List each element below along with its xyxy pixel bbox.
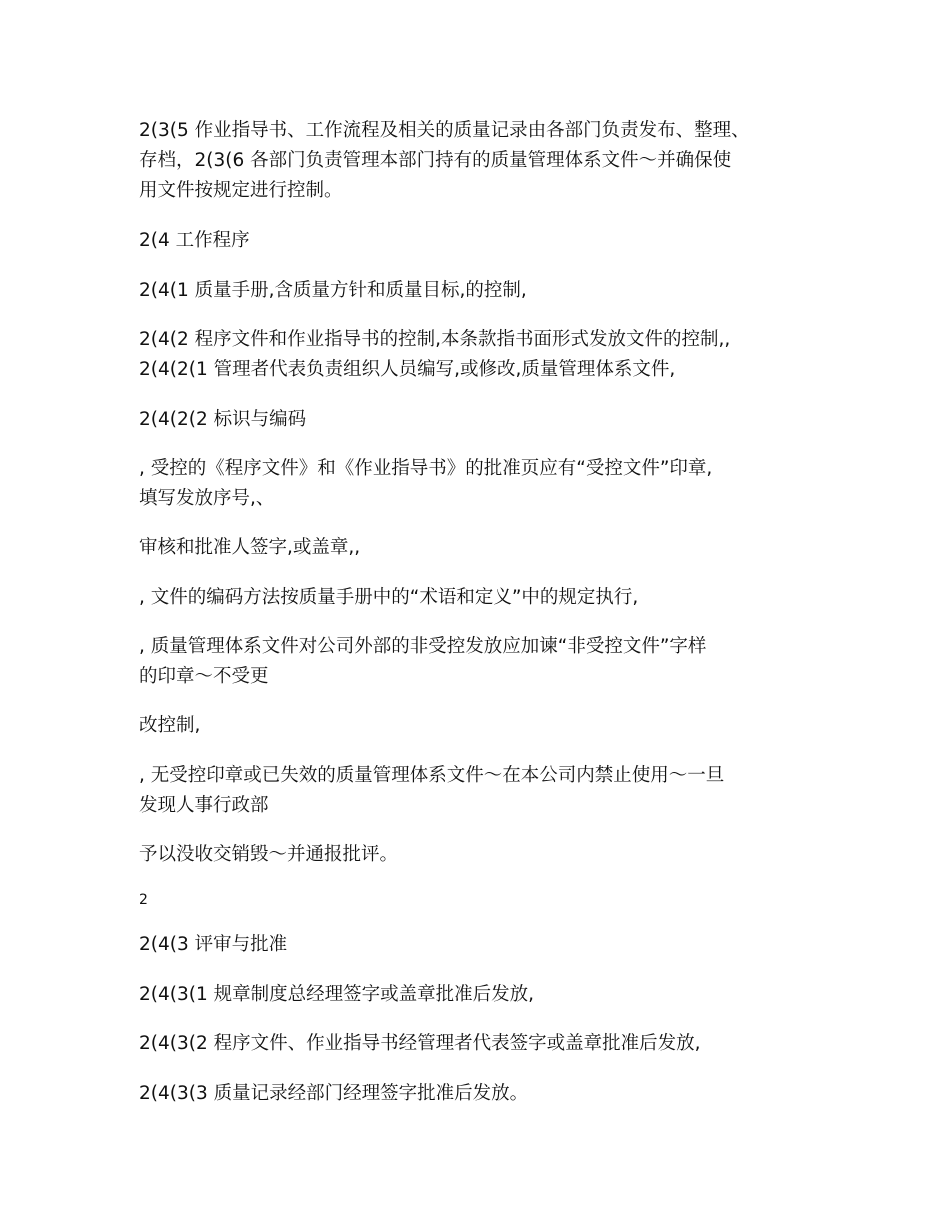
text-line: , 无受控印章或已失效的质量管理体系文件～在本公司内禁止使用～一旦 [139,765,725,786]
text-line: 2(4(3(2 程序文件、作业指导书经管理者代表签字或盖章批准后发放, [139,1033,701,1054]
text-line: , 质量管理体系文件对公司外部的非受控发放应加谏“非受控文件”字样 [139,636,707,657]
text-line: 2(4(2(1 管理者代表负责组织人员编写,或修改,质量管理体系文件, [139,359,676,380]
section-heading: 2(4(3 评审与批准 [139,934,288,955]
section-heading: 2(4 工作程序 [139,230,250,251]
text-line: 填写发放序号,、 [139,488,275,509]
text-line: 的印章～不受更 [139,666,269,687]
text-line: 存档，2(3(6 各部门负责管理本部门持有的质量管理体系文件～并确保使 [139,150,732,171]
text-line: 改控制, [139,715,201,736]
text-line: 用文件按规定进行控制。 [139,180,343,201]
text-line: 2(3(5 作业指导书、工作流程及相关的质量记录由各部门负责发布、整理、 [139,120,750,141]
text-line: 审核和批准人签字,或盖章,, [139,537,361,558]
text-line: 2(4(1 质量手册,含质量方针和质量目标,的控制, [139,280,527,301]
text-line: 予以没收交销毁～并通报批评。 [139,844,399,865]
text-line: 发现人事行政部 [139,795,269,816]
text-line: , 文件的编码方法按质量手册中的“术语和定义”中的规定执行, [139,587,639,608]
page-number: 2 [139,892,148,908]
text-line: 2(4(2(2 标识与编码 [139,409,307,430]
text-line: , 受控的《程序文件》和《作业指导书》的批准页应有“受控文件”印章, [139,458,713,479]
text-line: 2(4(3(3 质量记录经部门经理签字批准后发放。 [139,1083,529,1104]
text-line: 2(4(2 程序文件和作业指导书的控制,本条款指书面形式发放文件的控制,, [139,329,731,350]
text-line: 2(4(3(1 规章制度总经理签字或盖章批准后发放, [139,984,534,1005]
